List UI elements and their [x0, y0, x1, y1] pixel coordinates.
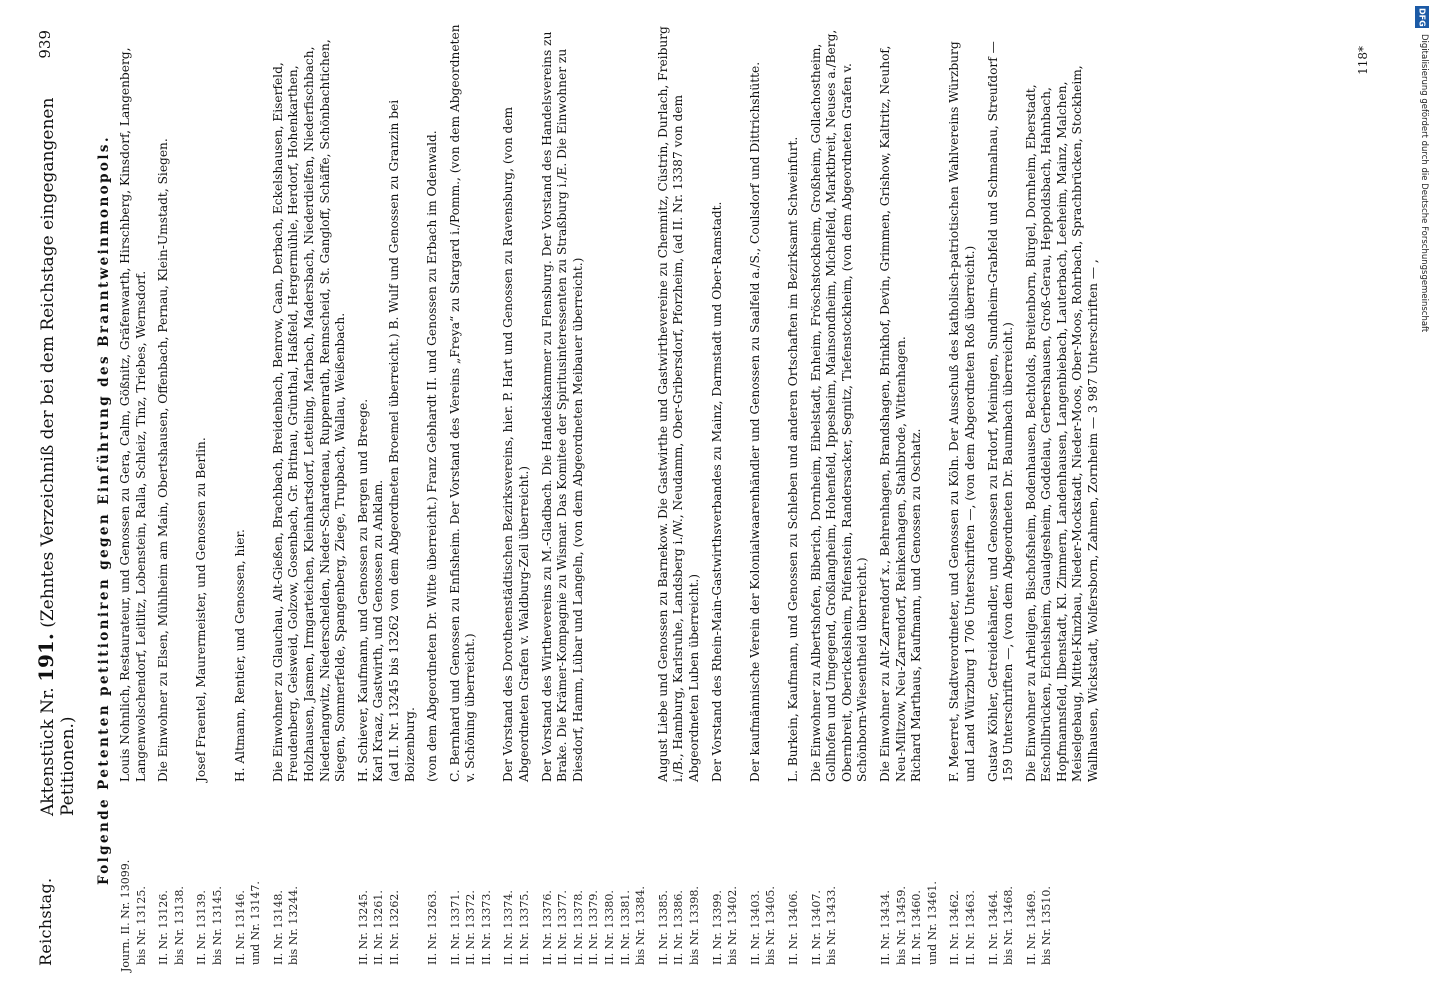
petition-entry — [656, 22, 703, 972]
journal-reference: II. Nr. 13385. II. Nr. 13386. bis Nr. 13398. — [656, 886, 701, 966]
petition-text: Gustav Köhler, Getreidehändler, und Genossen zu Erdorf, Meiningen, Sundheim-Grabfeld und Schmalnau, Streufdorf — 159 Unterschriften —, (von dem Abgeordneten Dr. Baumbach überreicht.) — [985, 41, 1016, 782]
petition-text: Louis Nohnlich, Restaurateur, und Genossen zu Gera, Calm, Gößnitz, Gräfenwarth, Hirschberg, Kinsdorf, Langenberg, Langenwolschendorf, Leitlitz, Lobenstein, Ralla, Schleiz, Tinz, Triebes, Wernsdorf. — [118, 47, 148, 782]
petition-entry — [387, 22, 418, 972]
petition-text: Die Einwohner zu Arheilgen, Bischofsheim, Bodenhausen, Bechtolds, Breitenborn, Bürgel, Dornheim, Eberstadt, Eschollbrücken, Eichelsheim, Gaualgesheim, Goddelau, Gerbershausen, Groß-Gerau, Heppoldsbach, Hahnbach, Hopfmannsfeld, Ilbenstadt, Kl. Zimmern, Landenhausen, Langenbiebach, Lauterbach, Leeheim, Mainz, Malchen, Meiselgebaug, Mittel-Kinzbau, Nieder-Mockstadt, Nieder-Moos, Ober-Moos, Rohrbach, Sprachbrücken, Stockheim, Wallhausen, Wickstadt, Wolfersborn, Zahmen, Zornheim — 3 987 Unterschriften — , — [1023, 65, 1101, 782]
petition-text: Josef Fraentel, Maurermeister, und Genossen zu Berlin. — [194, 437, 209, 782]
page-number: 939 — [36, 30, 54, 59]
section-title: Folgende Petenten petitioniren gegen Einführung des Branntweinmonopols. — [96, 135, 112, 885]
journal-reference: II. Nr. 13399. bis Nr. 13402. — [710, 886, 740, 966]
journal-reference: II. Nr. 13261. — [372, 890, 386, 972]
petition-entry — [986, 22, 1017, 972]
journal-reference: II. Nr. 13469. bis Nr. 13510. — [1024, 886, 1054, 966]
petition-text: Die Einwohner zu Glauchau, Alt-Gießen, Brachbach, Breidenbach, Benrow, Caan, Derbach, Eckelshausen, Eiserfeld, Freudenberg, Geisweid, Golzow, Gosenbach, Gr. Britnau, Grünthal, Haßfeld, Hergermühle, Herdorf, Hohenkarthen, Holzhausen, Jasmen, Irmgarteichen, Kleinhartsdorf, Letteling, Marbach, Madersbach, Niederdielfen, Niederfischbach, Niederlangwitz, Niederschelden, Nieder-Schardenau, Ruppenrath, Rennscheid, St. Gangloff, Schäffe, Schönbachtichen, Siegen, Sommerfelde, Spangenberg, Ziege, Trupbach, Wallau, Weißenbach. — [270, 39, 348, 782]
header-prefix: Aktenstück Nr. — [38, 687, 58, 816]
petition-text: (ad II. Nr. 13245 bis 13262 von dem Abgeordneten Broemel überreicht.) B. Wulf und Genossen zu Granzin bei Boizenburg. — [386, 99, 417, 782]
page-header — [22, 30, 78, 966]
petition-entry — [371, 22, 387, 972]
petition-entry — [501, 22, 532, 972]
petition-entry — [233, 22, 264, 972]
journal-reference: II. Nr. 13245. — [356, 890, 370, 972]
journal-reference: II. Nr. 13460. und Nr. 13461. — [910, 881, 939, 966]
header-left: Reichstag. — [36, 877, 55, 966]
journal-reference: II. Nr. 13146. und Nr. 13147. — [233, 881, 263, 966]
petition-text: Der Vorstand des Wirthevereins zu M.-Gladbach. Die Handelskammer zu Flensburg. Der Vorstand des Handelsvereins zu Brake. Die Krämer-Kompagnie zu Wismar. Das Komitee der Spiritusinteressenten zu Straßburg i./E. Die Einwohner zu Diesdorf, Hamm, Lübar und Langeln, (von dem Abgeordneten Meibauer überreicht.) — [539, 31, 585, 782]
petition-entry — [809, 22, 871, 972]
digitization-note: Digitalisierung gefördert durch die Deutsche Forschungsgemeinschaft — [1419, 34, 1429, 333]
petition-entry — [540, 22, 649, 972]
petition-entry — [118, 22, 149, 972]
petition-entry — [909, 22, 940, 972]
petition-text: Karl Kraaz, Gastwirth, und Genossen zu Anklam. — [371, 479, 386, 782]
journal-reference: II. Nr. 13262. — [387, 890, 401, 972]
petition-entry — [947, 22, 978, 972]
journal-reference: II. Nr. 13434. bis Nr. 13459. — [878, 886, 908, 966]
petition-entry — [448, 22, 495, 972]
petition-entry — [425, 22, 441, 972]
petition-text: Die Einwohner zu Albertshofen, Biberich, Dornheim, Eibelstadt, Enheim, Fröschstockheim, Großheim, Gollachostheim, Gollhofen und Umgegend, Großlangheim, Hohenfeld, Ippesheim, Mainsondheim, Michelfeld, Marktbreit, Neuses a./Berg, Obernbreit, Oberickelsheim, Püfenstein, Randersacker, Segnitz, Tiefenstockheim, (von dem Abgeordneten Grafen v. Schönborn-Wiesentheid überreicht.) — [808, 29, 870, 782]
journal-reference: II. Nr. 13263. — [426, 890, 440, 972]
footer-number: 118* — [1356, 46, 1370, 75]
petition-text: Der kaufmännische Verein der Kolonialwaarenhändler und Genossen zu Saalfeld a./S., Coulsdorf und Dittrichshütte. — [747, 61, 762, 782]
petition-text: August Liebe und Genossen zu Barnekow. Die Gastwirthe und Gastwirthevereine zu Chemnitz, Cüstrin, Durlach, Freiburg i./B., Hamburg, Karlsruhe, Landsberg i./W., Neudamm, Ober-Gribersdorf, Pforzheim, (ad II. Nr. 13387 von dem Abgeordneten Luben überreicht.) — [655, 26, 701, 782]
petition-entry — [710, 22, 741, 972]
petition-entry — [156, 22, 187, 972]
journal-reference: II. Nr. 13374. II. Nr. 13375. — [502, 890, 532, 966]
journal-reference: II. Nr. 13148. bis Nr. 13244. — [271, 886, 301, 966]
petition-entry — [878, 22, 909, 972]
header-number: 191. — [34, 633, 58, 682]
petition-list — [118, 22, 1102, 972]
journal-reference: Journ. II. Nr. 13099. bis Nr. 13125. — [119, 859, 148, 972]
journal-reference: II. Nr. 13371. II. Nr. 13372. II. Nr. 13373. — [448, 890, 493, 966]
petition-text: Der Vorstand des Rhein-Main-Gastwirthsverbandes zu Mainz, Darmstadt und Ober-Ramstadt. — [709, 201, 724, 782]
petition-text: Der Vorstand des Dorotheenstädtischen Bezirksvereins, hier. P. Hart und Genossen zu Ravensburg, (von dem Abgeordneten Grafen v. Waldburg-Zeil überreicht.) — [501, 106, 532, 782]
journal-reference: II. Nr. 13403. bis Nr. 13405. — [748, 886, 778, 966]
header-title: (Zehntes Verzeichniß der bei dem Reichstage eingegangenen Petitionen.) — [38, 97, 78, 816]
journal-reference: II. Nr. 13126. bis Nr. 13138. — [157, 886, 186, 966]
petition-text: Die Einwohner zu Alt-Zarrendorf x., Behrenhagen, Brandshagen, Brinkhof, Devin, Grimmen, Grishow, Kaltritz, Neuhof, Neu-Miltzow, Neu-Zarrendorf, Reinkenhagen, Stahlbrode, Wittenhagen. — [877, 45, 908, 782]
petition-text: H. Schiever, Kaufmann, und Genossen zu Bergen und Breege. — [355, 398, 370, 782]
petition-text: C. Bernhard und Genossen zu Enfisheim. Der Vorstand des Vereins „Freya“ zu Stargard i./Pomm., (von dem Abgeordneten v. Schöning überreicht.) — [447, 24, 478, 782]
petition-entry — [1024, 22, 1102, 972]
petition-entry — [786, 22, 802, 972]
petition-entry — [271, 22, 349, 972]
journal-reference: II. Nr. 13139. bis Nr. 13145. — [195, 886, 224, 966]
journal-reference: II. Nr. 13464. bis Nr. 13468. — [986, 886, 1016, 966]
journal-reference: II. Nr. 13407. bis Nr. 13433. — [809, 886, 839, 966]
petition-entry — [194, 22, 225, 972]
petition-text: F. Meerret, Stadtverordneter, und Genossen zu Köln. Der Ausschuß des katholisch-patriotischen Wahlvereins Würzburg und Land Würzburg 1 706 Unterschriften —, (von dem Abgeordneten Roß überreicht.) — [947, 41, 977, 782]
petition-text: H. Altmann, Rentier, und Genossen, hier. — [232, 529, 247, 782]
petition-text: Richard Marthaus, Kaufmann, und Genossen zu Oschatz. — [909, 428, 924, 782]
journal-reference: II. Nr. 13462. II. Nr. 13463. — [948, 890, 977, 966]
header-center — [34, 30, 78, 816]
journal-reference: II. Nr. 13376. II. Nr. 13377. II. Nr. 13378. II. Nr. 13379. II. Nr. 13380. II. Nr. 13381. bis Nr. 13384. — [540, 886, 648, 966]
petition-text: Die Einwohner zu Elsen, Mühlheim am Main, Obertshausen, Offenbach, Pernau, Klein-Umstadt, Siegen. — [156, 138, 171, 782]
petition-entry — [356, 22, 372, 972]
petition-text: L. Burkein, Kaufmann, und Genossen zu Schleben und anderen Ortschaften im Bezirksamt Schweinfurt. — [785, 136, 800, 782]
journal-reference: II. Nr. 13406. — [786, 890, 800, 972]
petition-entry — [748, 22, 779, 972]
dfg-logo: DFG — [1415, 6, 1429, 28]
petition-text: (von dem Abgeordneten Dr. Witte überreicht.) Franz Gebhardt II. und Genossen zu Erbach im Odenwald. — [425, 130, 440, 782]
